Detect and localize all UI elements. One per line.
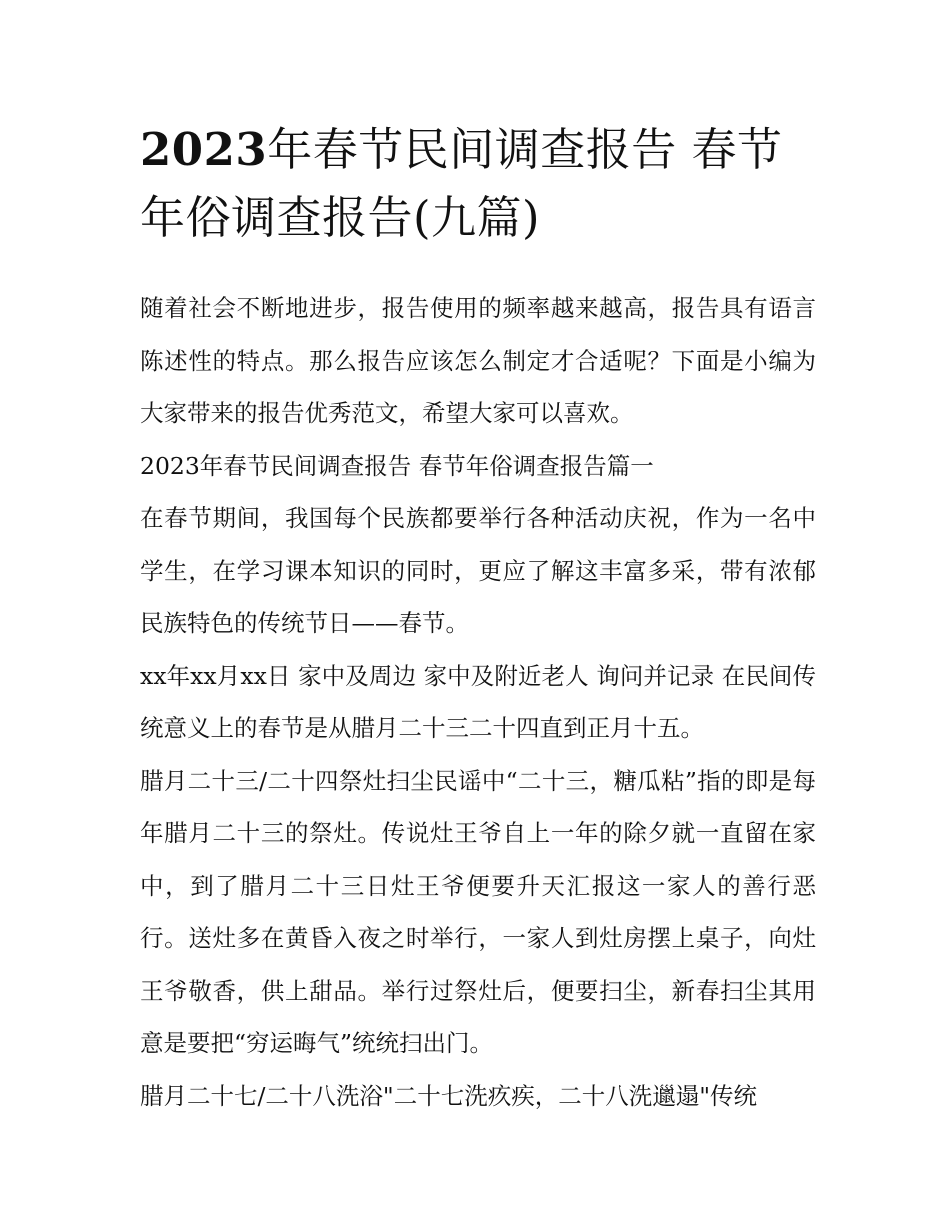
body-paragraph: 腊月二十七/二十八洗浴"二十七洗疚疾，二十八洗邋遢"传统 [140,1081,758,1110]
document-title [140,116,820,252]
title-text: 年春节民间调查报告 春节年俗调查报告(九篇) [140,123,783,244]
body-paragraph: 在春节期间，我国每个民族都要举行各种活动庆祝，作为一名中学生，在学习课本知识的同时，更应了解这丰富多采，带有浓郁民族特色的传统节日——春节。 [140,504,816,637]
intro-paragraph: 随着社会不断地进步，报告使用的频率越来越高，报告具有语言陈述性的特点。那么报告应该怎么制定才合适呢？下面是小编为大家带来的报告优秀范文，希望大家可以喜欢。 [140,294,816,427]
body-paragraph: xx年xx月xx日 家中及周边 家中及附近老人 询问并记录 在民间传统意义上的春节是从腊月二十三二十四直到正月十五。 [140,661,816,742]
title-year: 2023 [140,123,268,176]
section-heading: 2023年春节民间调查报告 春节年俗调查报告篇一 [140,451,654,480]
document-body [140,282,816,1122]
body-paragraph: 腊月二十三/二十四祭灶扫尘民谣中“二十三，糖瓜粘”指的即是每年腊月二十三的祭灶。传说灶王爷自上一年的除夕就一直留在家中，到了腊月二十三日灶王爷便要升天汇报这一家人的善行恶行。送灶多在黄昏入夜之时举行，一家人到灶房摆上桌子，向灶王爷敬香，供上甜品。举行过祭灶后，便要扫尘，新春扫尘其用意是要把“穷运晦气”统统扫出门。 [140,766,816,1057]
